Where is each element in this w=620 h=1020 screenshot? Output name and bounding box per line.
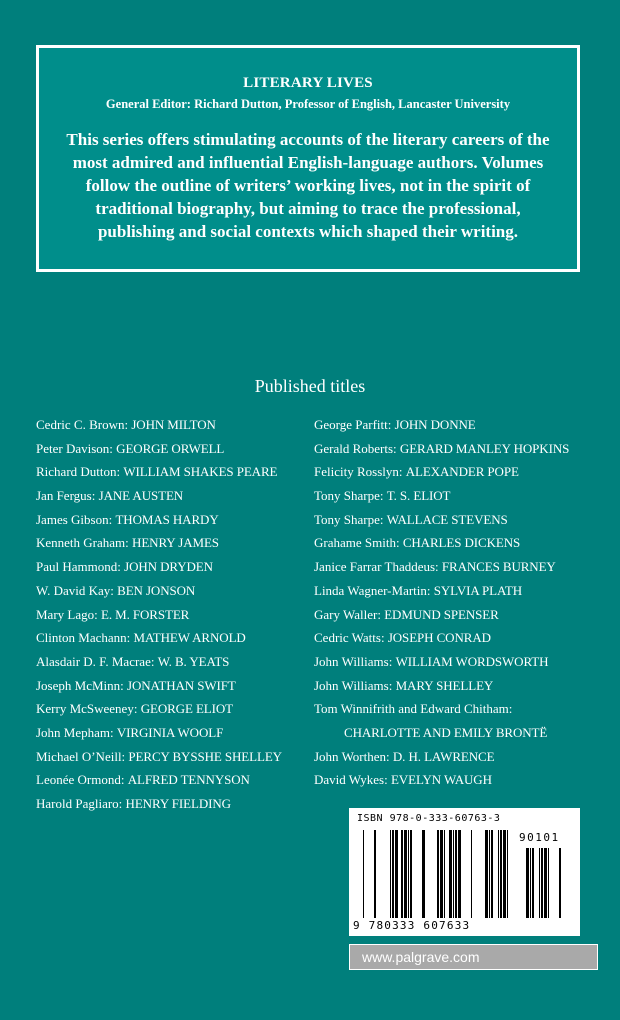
title-book: E. M. FORSTER <box>100 606 190 622</box>
title-entry <box>314 484 604 508</box>
title-entry <box>314 437 604 461</box>
title-book: CHARLOTTE AND EMILY BRONTË <box>344 724 548 740</box>
title-entry <box>314 626 604 650</box>
title-author: Kenneth Graham: <box>36 535 133 551</box>
title-author: Leonée Ormond: <box>36 772 128 788</box>
title-book: CHARLES DICKENS <box>402 535 521 551</box>
title-entry <box>36 674 298 698</box>
title-book: THOMAS HARDY <box>115 511 219 527</box>
title-author: John Worthen: <box>314 748 393 764</box>
title-author: John Williams: <box>314 653 396 669</box>
title-entry <box>36 603 298 627</box>
title-book: ALFRED TENNYSON <box>127 772 250 788</box>
publisher-url[interactable]: www.palgrave.com <box>349 944 598 970</box>
title-book: PERCY BYSSHE SHELLEY <box>128 748 282 764</box>
title-entry <box>36 460 298 484</box>
title-author: Tony Sharpe: <box>314 511 387 527</box>
title-author: Gerald Roberts: <box>314 440 400 456</box>
title-author: Linda Wagner-Martin: <box>314 582 434 598</box>
title-author: Jan Fergus: <box>36 488 99 504</box>
title-book: EVELYN WAUGH <box>390 772 492 788</box>
barcode-digits: 9 780333 607633 <box>353 919 471 932</box>
barcode-bars <box>363 830 513 920</box>
title-author: Grahame Smith: <box>314 535 403 551</box>
title-book: HENRY JAMES <box>132 535 219 551</box>
title-entry <box>36 650 298 674</box>
title-author: Felicity Rosslyn: <box>314 464 406 480</box>
title-author: John Mepham: <box>36 724 117 740</box>
title-entry <box>314 650 604 674</box>
title-entry <box>36 508 298 532</box>
title-entry <box>314 413 604 437</box>
title-author: Janice Farrar Thaddeus: <box>314 559 442 575</box>
title-entry <box>314 674 604 698</box>
title-entry <box>36 531 298 555</box>
title-entry <box>36 437 298 461</box>
title-author: Mary Lago: <box>36 606 101 622</box>
title-entry <box>36 792 298 816</box>
title-book: T. S. ELIOT <box>386 488 451 504</box>
title-entry <box>314 531 604 555</box>
titles-column-right <box>314 413 604 792</box>
title-book: JOHN MILTON <box>131 417 216 432</box>
title-book: GEORGE ELIOT <box>140 701 233 717</box>
title-author: John Williams: <box>314 677 396 693</box>
title-book: WILLIAM WORDSWORTH <box>395 653 549 669</box>
title-book: W. B. YEATS <box>157 653 230 669</box>
title-author: Cedric C. Brown: <box>36 417 132 432</box>
title-author: Kerry McSweeney: <box>36 701 141 717</box>
title-author: Tom Winnifrith and Edward Chitham: <box>314 701 513 717</box>
title-book: ALEXANDER POPE <box>405 464 519 480</box>
title-book: JANE AUSTEN <box>98 488 184 504</box>
title-book: SYLVIA PLATH <box>433 582 523 598</box>
title-book: JOHN DONNE <box>394 417 476 432</box>
published-titles-heading: Published titles <box>254 376 366 396</box>
series-info-box <box>36 45 580 272</box>
title-book: GEORGE ORWELL <box>116 440 225 456</box>
titles-column-left <box>36 413 298 816</box>
title-entry <box>314 579 604 603</box>
title-author: Cedric Watts: <box>314 630 388 646</box>
title-book: GERARD MANLEY HOPKINS <box>399 440 570 456</box>
title-entry <box>36 768 298 792</box>
title-author: Alasdair D. F. Macrae: <box>36 653 158 669</box>
title-entry <box>314 697 604 721</box>
title-author: Michael O’Neill: <box>36 748 129 764</box>
title-author: Paul Hammond: <box>36 559 125 575</box>
title-book: JOSEPH CONRAD <box>387 630 491 646</box>
title-book: JONATHAN SWIFT <box>127 677 236 693</box>
title-entry <box>36 413 298 437</box>
title-book: VIRGINIA WOOLF <box>116 724 224 740</box>
barcode <box>349 808 580 936</box>
series-editor: General Editor: Richard Dutton, Professor of English, Lancaster University <box>105 97 511 111</box>
title-entry <box>36 697 298 721</box>
title-entry <box>314 555 604 579</box>
title-book: D. H. LAWRENCE <box>392 748 495 764</box>
title-entry <box>314 508 604 532</box>
title-entry <box>36 555 298 579</box>
title-author: Clinton Machann: <box>36 630 134 646</box>
title-author: Harold Pagliaro: <box>36 796 126 811</box>
series-title: LITERARY LIVES <box>243 75 373 91</box>
title-author: George Parfitt: <box>314 417 395 432</box>
title-entry <box>36 626 298 650</box>
title-entry <box>314 721 604 745</box>
title-entry <box>36 745 298 769</box>
title-author: W. David Kay: <box>36 582 118 598</box>
title-book: BEN JONSON <box>117 582 196 598</box>
series-description: This series offers stimulating accounts of the literary careers of the most admired and influential English-language authors. Volumes follow the outline of writers’ working lives, not in the spirit of traditional biography, but aiming to trace the professional, publishing and social contexts which shaped their writing. <box>66 130 550 241</box>
title-author: Gary Waller: <box>314 606 385 622</box>
title-author: David Wykes: <box>314 772 391 788</box>
title-entry <box>314 745 604 769</box>
title-book: WALLACE STEVENS <box>386 511 508 527</box>
title-author: Joseph McMinn: <box>36 677 127 693</box>
title-author: Peter Davison: <box>36 440 117 456</box>
title-book: EDMUND SPENSER <box>384 606 499 622</box>
title-author: Richard Dutton: <box>36 464 124 480</box>
title-entry <box>36 579 298 603</box>
title-book: MARY SHELLEY <box>395 677 494 693</box>
title-author: Tony Sharpe: <box>314 488 387 504</box>
barcode-addon-digits: 90101 <box>519 831 560 844</box>
title-book: WILLIAM SHAKES PEARE <box>123 464 278 480</box>
title-book: MATHEW ARNOLD <box>133 630 246 646</box>
title-book: JOHN DRYDEN <box>124 559 213 575</box>
title-author: James Gibson: <box>36 511 116 527</box>
title-book: HENRY FIELDING <box>125 796 231 811</box>
barcode-addon-bars <box>517 848 569 920</box>
title-entry <box>314 603 604 627</box>
title-book: FRANCES BURNEY <box>441 559 556 575</box>
title-entry <box>36 484 298 508</box>
title-entry <box>314 460 604 484</box>
title-entry <box>36 721 298 745</box>
isbn-label: ISBN 978-0-333-60763-3 <box>357 813 501 824</box>
title-entry <box>314 768 604 792</box>
